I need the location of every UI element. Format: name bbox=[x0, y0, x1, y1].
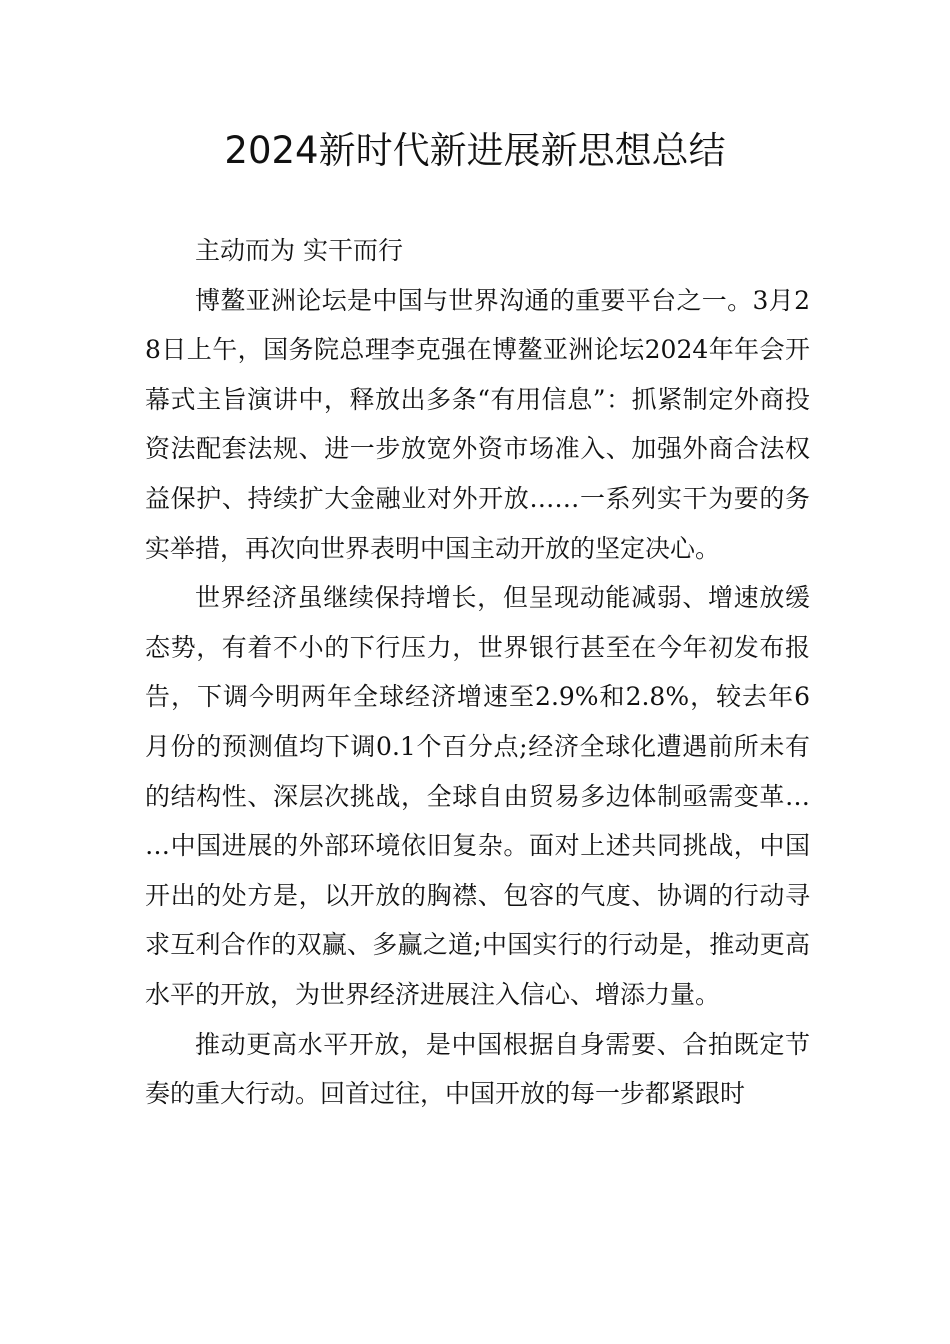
document-title: 2024新时代新进展新思想总结 bbox=[224, 129, 726, 172]
paragraph-boao-forum: 博鳌亚洲论坛是中国与世界沟通的重要平台之一。3月28日上午，国务院总理李克强在博鳌亚洲论坛2024年年会开幕式主旨演讲中，释放出多条“有用信息”：抓紧制定外商投资法配套法规、进一步放宽外资市场准入、加强外商合法权益保护、持续扩大金融业对外开放……一系列实干为要的务实举措，再次向世界表明中国主动开放的坚定决心。 bbox=[145, 285, 810, 563]
paragraph-world-economy: 世界经济虽继续保持增长，但呈现动能减弱、增速放缓态势，有着不小的下行压力，世界银行甚至在今年初发布报告，下调今明两年全球经济增速至2.9%和2.8%，较去年6月份的预测值均下调0.1个百分点;经济全球化遭遇前所未有的结构性、深层次挑战，全球自由贸易多边体制亟需变革……中国进展的外部环境依旧复杂。面对上述共同挑战，中国开出的处方是，以开放的胸襟、包容的气度、协调的行动寻求互利合作的双赢、多赢之道;中国实行的行动是，推动更高水平的开放，为世界经济进展注入信心、增添力量。 bbox=[145, 583, 810, 1009]
document-body bbox=[145, 226, 810, 1119]
paragraph-subtitle: 主动而为 实干而行 bbox=[195, 236, 403, 265]
paragraph-higher-level-opening: 推动更高水平开放，是中国根据自身需要、合拍既定节奏的重大行动。回首过往，中国开放的每一步都紧跟时 bbox=[145, 1029, 810, 1109]
